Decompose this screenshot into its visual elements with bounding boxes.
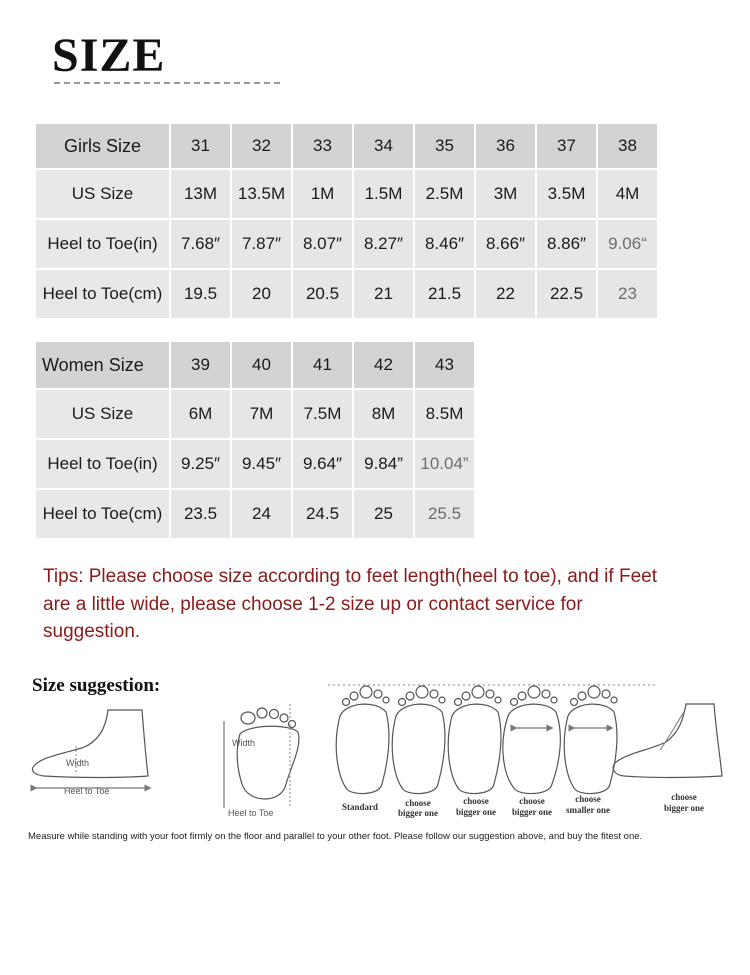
measure-note: Measure while standing with your foot firmly on the floor and parallel to your other foot. Please follow our suggestion above, and buy the fitest one. <box>28 831 643 842</box>
foot-choose-bigger-icon <box>503 686 560 794</box>
table-row <box>36 490 474 538</box>
table-cell: 4M <box>598 170 657 218</box>
foot-label: bigger one <box>663 803 705 813</box>
table-cell: 8.5M <box>415 390 474 438</box>
title-underline <box>54 82 280 84</box>
table-cell: 13M <box>171 170 230 218</box>
table-cell: 9.84” <box>354 440 413 488</box>
table-cell: 23 <box>598 270 657 318</box>
table-header-row <box>36 342 474 388</box>
table-cell: 8.27″ <box>354 220 413 268</box>
table-cell: 1M <box>293 170 352 218</box>
table-row <box>36 270 657 318</box>
table-cell: 24.5 <box>293 490 352 538</box>
foot-label: choose <box>575 794 601 804</box>
header-cell: 36 <box>476 124 535 168</box>
foot-label: bigger one <box>397 808 439 818</box>
header-cell: Girls Size <box>36 124 169 168</box>
header-cell: 32 <box>232 124 291 168</box>
foot-high-instep-icon <box>613 704 722 778</box>
table-cell: 10.04” <box>415 440 474 488</box>
header-cell: 34 <box>354 124 413 168</box>
row-label: US Size <box>36 390 169 438</box>
header-cell: 42 <box>354 342 413 388</box>
table-cell: 8M <box>354 390 413 438</box>
width-label: Width <box>66 758 90 768</box>
table-cell: 7.5M <box>293 390 352 438</box>
header-cell: 40 <box>232 342 291 388</box>
size-suggestion-title: Size suggestion: <box>32 675 161 696</box>
table-cell: 19.5 <box>171 270 230 318</box>
table-cell: 7M <box>232 390 291 438</box>
table-cell: 21 <box>354 270 413 318</box>
table-cell: 8.66″ <box>476 220 535 268</box>
header-cell: 31 <box>171 124 230 168</box>
table-cell: 1.5M <box>354 170 413 218</box>
table-cell: 2.5M <box>415 170 474 218</box>
foot-illustration <box>20 676 735 826</box>
header-cell: 37 <box>537 124 596 168</box>
table-cell: 9.64″ <box>293 440 352 488</box>
foot-choose-bigger-icon <box>448 686 501 794</box>
table-header-row <box>36 124 657 168</box>
table-cell: 7.68″ <box>171 220 230 268</box>
foot-label: choose <box>671 792 697 802</box>
header-cell: Women Size <box>36 342 169 388</box>
sole-width-label: Width <box>232 738 256 748</box>
row-label: US Size <box>36 170 169 218</box>
table-cell: 21.5 <box>415 270 474 318</box>
women-size-table <box>34 340 476 540</box>
table-cell: 3.5M <box>537 170 596 218</box>
table-cell: 13.5M <box>232 170 291 218</box>
foot-choose-bigger-icon <box>392 686 445 794</box>
table-cell: 20 <box>232 270 291 318</box>
table-cell: 8.46″ <box>415 220 474 268</box>
foot-label: choose <box>405 798 431 808</box>
foot-label-standard: Standard <box>341 802 379 812</box>
foot-label: smaller one <box>565 805 611 815</box>
tips-text: Tips: Please choose size according to feet length(heel to toe), and if Feet are a little wide, please choose 1-2 size up or contact service for suggestion. <box>43 566 657 642</box>
table-row <box>36 170 657 218</box>
header-cell: 35 <box>415 124 474 168</box>
header-cell: 38 <box>598 124 657 168</box>
foot-label: choose <box>519 796 545 806</box>
heel-to-toe-label: Heel to Toe <box>64 786 110 796</box>
table-cell: 23.5 <box>171 490 230 538</box>
foot-choose-smaller-icon <box>564 686 617 794</box>
row-label: Heel to Toe(cm) <box>36 490 169 538</box>
header-cell: 43 <box>415 342 474 388</box>
foot-standard-icon <box>336 686 389 794</box>
foot-label: bigger one <box>455 807 497 817</box>
table-row <box>36 390 474 438</box>
page-title: SIZE <box>52 29 166 82</box>
table-cell: 25.5 <box>415 490 474 538</box>
foot-label: choose <box>463 796 489 806</box>
header-cell: 39 <box>171 342 230 388</box>
table-cell: 6M <box>171 390 230 438</box>
table-cell: 9.45″ <box>232 440 291 488</box>
table-cell: 8.07″ <box>293 220 352 268</box>
table-cell: 9.06“ <box>598 220 657 268</box>
side-foot-icon <box>32 710 148 788</box>
table-cell: 7.87″ <box>232 220 291 268</box>
table-cell: 25 <box>354 490 413 538</box>
header-cell: 41 <box>293 342 352 388</box>
table-cell: 22.5 <box>537 270 596 318</box>
table-cell: 3M <box>476 170 535 218</box>
table-row <box>36 440 474 488</box>
table-cell: 24 <box>232 490 291 538</box>
sole-heel-to-toe-label: Heel to Toe <box>228 808 274 818</box>
sole-icon <box>224 704 299 808</box>
table-cell: 20.5 <box>293 270 352 318</box>
girls-size-table <box>34 122 659 320</box>
row-label: Heel to Toe(in) <box>36 440 169 488</box>
foot-label: bigger one <box>511 807 553 817</box>
table-cell: 8.86″ <box>537 220 596 268</box>
table-cell: 9.25″ <box>171 440 230 488</box>
header-cell: 33 <box>293 124 352 168</box>
table-cell: 22 <box>476 270 535 318</box>
row-label: Heel to Toe(in) <box>36 220 169 268</box>
row-label: Heel to Toe(cm) <box>36 270 169 318</box>
table-row <box>36 220 657 268</box>
